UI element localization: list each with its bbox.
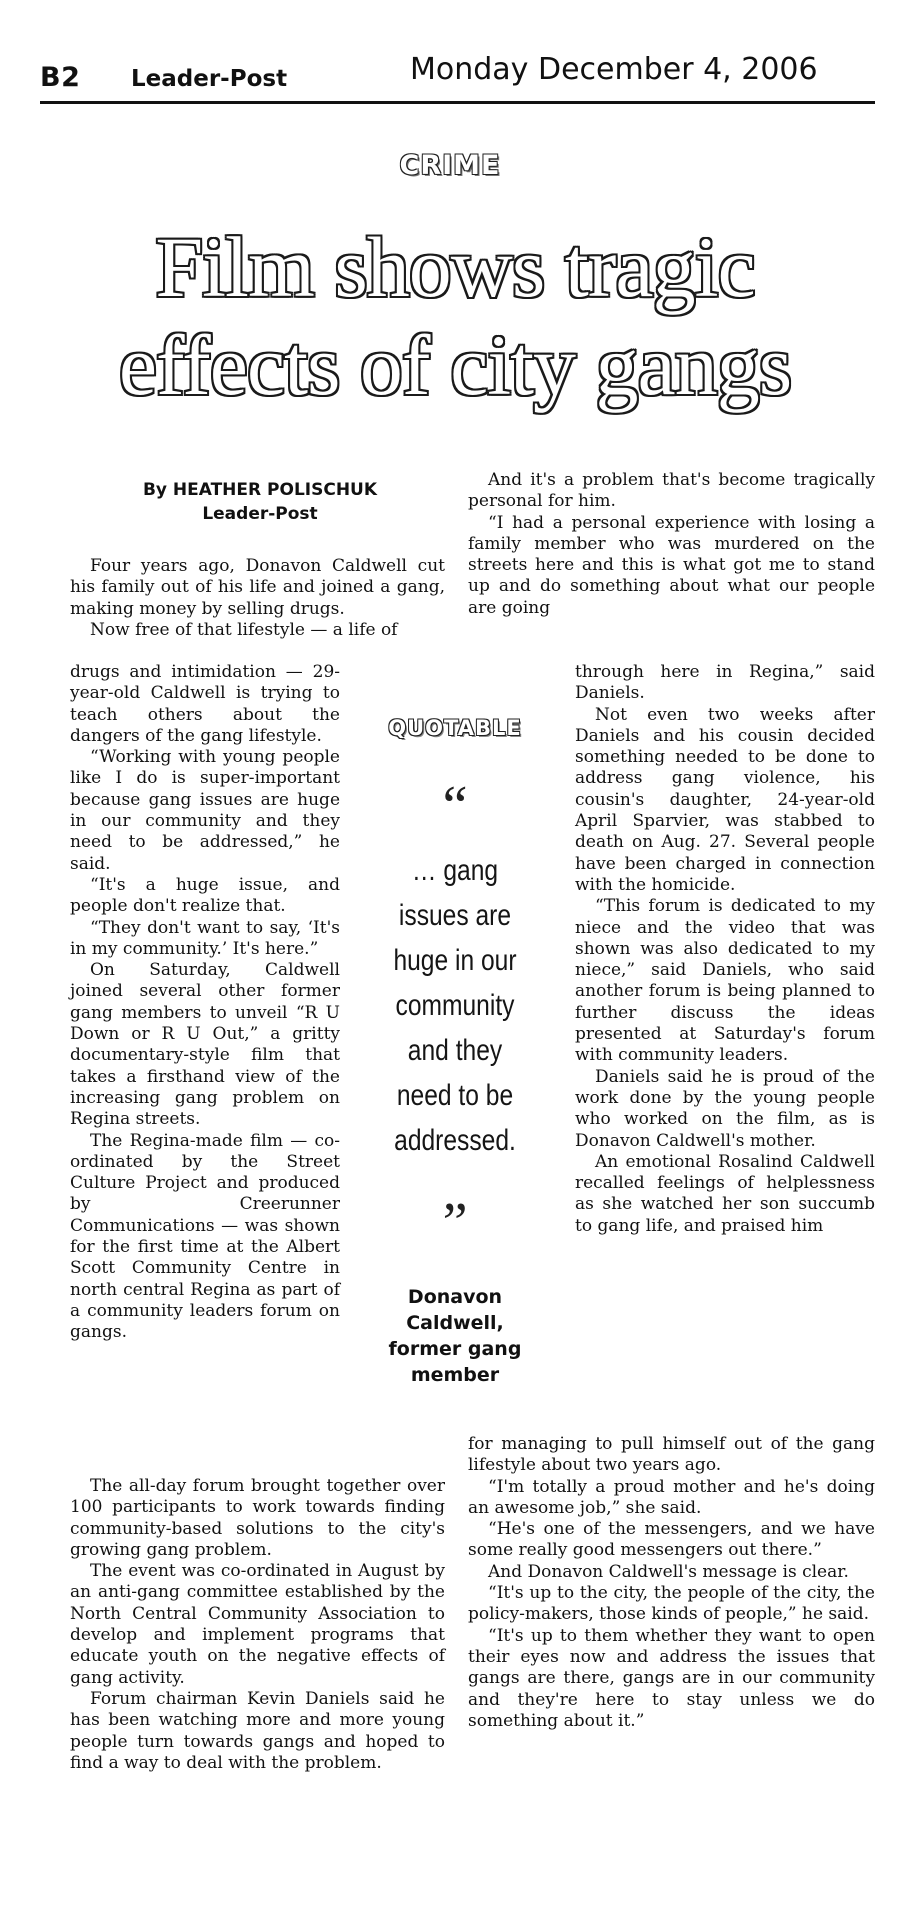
- paragraph: The Regina-made film — co-ordinated by the Street Culture Project and produced by Creerunner Communications — was shown for the first time at the Albert Scott Community Centre in north central Regina as part of a community leaders forum on gangs.: [70, 1130, 340, 1343]
- byline-author: By HEATHER POLISCHUK: [142, 480, 378, 500]
- paragraph: Not even two weeks after Daniels and his cousin decided something needed to be done to address gang violence, his cousin's daughter, 24-year-old April Sparvier, was stabbed to death on Aug. 27. Several people have been charged in connection with the homicide.: [575, 704, 875, 895]
- article-column-left-top: [70, 556, 445, 641]
- section-page-code: B2: [40, 62, 81, 93]
- paragraph: On Saturday, Caldwell joined several other former gang members to unveil “R U Down or R U Out,” a gritty documentary-style film that takes a firsthand view of the increasing gang problem on Regina streets.: [70, 960, 340, 1130]
- issue-date: Monday December 4, 2006: [410, 52, 818, 87]
- paragraph: And Donavon Caldwell's message is clear.: [488, 1561, 849, 1582]
- paragraph: “It's a huge issue, and people don't realize that.: [70, 874, 340, 917]
- article-column-left-bottom: [70, 1476, 445, 1774]
- article-column-right-top: [468, 470, 875, 619]
- article-column-right-narrow: [575, 662, 875, 1237]
- paragraph: The all-day forum brought together over 100 participants to work towards finding community-based solutions to the city's growing gang problem.: [70, 1476, 445, 1560]
- masthead-rule: [40, 101, 875, 104]
- paragraph: And it's a problem that's become tragically personal for him.: [468, 470, 875, 512]
- attribution-role: former gang member: [388, 1338, 522, 1386]
- paragraph: “It's up to the city, the people of the city, the policy-makers, those kinds of people,” he said.: [468, 1583, 875, 1625]
- paragraph: “They don't want to say, ‘It's in my community.’ It's here.”: [70, 917, 340, 959]
- attribution-name: Donavon Caldwell,: [406, 1286, 504, 1334]
- paragraph: “He's one of the messengers, and we have some really good messengers out there.”: [468, 1519, 875, 1561]
- byline: [70, 478, 450, 526]
- paragraph: Four years ago, Donavon Caldwell cut his family out of his life and joined a gang, making money by selling drugs.: [70, 556, 445, 619]
- paragraph: Now free of that lifestyle — a life of: [90, 619, 398, 640]
- paragraph: “I'm totally a proud mother and he's doing an awesome job,” she said.: [468, 1476, 875, 1518]
- paragraph: “I had a personal experience with losing a family member who was murdered on the streets here and this is what got me to stand up and do something about what our people are going: [468, 512, 875, 618]
- open-quote-icon: “: [442, 775, 468, 837]
- pull-quote-label: QUOTABLE: [388, 716, 522, 740]
- paragraph: through here in Regina,” said Daniels.: [575, 662, 875, 704]
- paragraph: Forum chairman Kevin Daniels said he has been watching more and more young people turn towards gangs and hoped to find a way to deal with the problem.: [70, 1688, 445, 1773]
- headline: Film shows tragic effects of city gangs: [118, 219, 792, 413]
- paragraph: Daniels said he is proud of the work done by the young people who worked on the film, as is Donavon Caldwell's mother.: [575, 1066, 875, 1151]
- paragraph: drugs and intimidation — 29-year-old Caldwell is trying to teach others about the dangers of the gang lifestyle.: [70, 662, 340, 746]
- close-quote-icon: ”: [442, 1192, 468, 1254]
- article-column-right-bottom: [468, 1434, 875, 1732]
- paragraph: “This forum is dedicated to my niece and the video that was shown was also dedicated to my niece,” said Daniels, who said another forum is being planned to further discuss the ideas presented at Saturday's forum with community leaders.: [575, 896, 875, 1066]
- byline-publication: Leader-Post: [202, 504, 318, 524]
- newspaper-name: Leader-Post: [131, 66, 288, 92]
- paragraph: The event was co-ordinated in August by an anti-gang committee established by the North Central Community Association to develop and implement programs that educate youth on the negative effects of gang activity.: [70, 1561, 445, 1688]
- paragraph: for managing to pull himself out of the gang lifestyle about two years ago.: [468, 1434, 875, 1476]
- paragraph: An emotional Rosalind Caldwell recalled feelings of helplessness as she watched her son succumb to gang life, and praised him: [575, 1151, 875, 1236]
- paragraph: “It's up to them whether they want to open their eyes now and address the issues that gangs are there, gangs are in our community and they're here to stay unless we do something about it.”: [468, 1625, 875, 1731]
- pull-quote-text: … gang issues are huge in our community and they need to be addressed.: [393, 854, 517, 1157]
- paragraph: “Working with young people like I do is super-important because gang issues are huge in our community and they need to be addressed,” he said.: [70, 747, 340, 874]
- pull-quote-attribution: [380, 1284, 530, 1388]
- article-column-left-narrow: [70, 662, 340, 1344]
- section-label: CRIME: [399, 150, 501, 181]
